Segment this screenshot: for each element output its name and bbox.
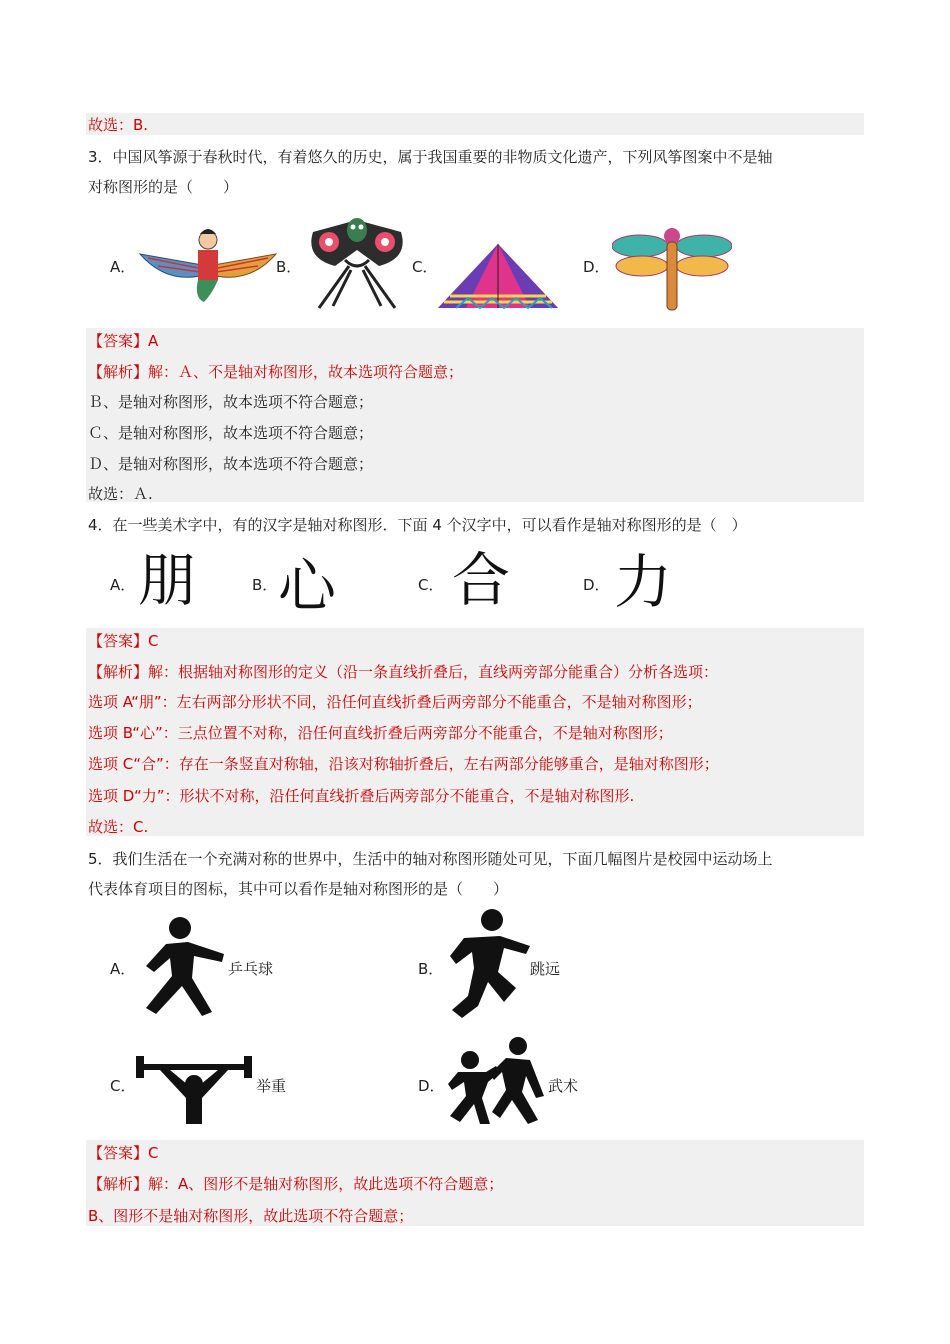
q5-analysis-0 bbox=[88, 1174, 503, 1194]
weightlifting-icon bbox=[134, 1054, 254, 1126]
q5-analysis-1: B、图形不是轴对称图形，故此选项不符合题意； bbox=[88, 1207, 414, 1225]
q5-option-c: C． bbox=[110, 1077, 136, 1095]
q4-line1: 4．在一些美术字中，有的汉字是轴对称图形．下面 4 个汉字中，可以看作是轴对称图形的是（ ） bbox=[88, 516, 747, 534]
q3-option-d: D． bbox=[583, 258, 610, 276]
kite-a-figure bbox=[138, 226, 278, 306]
q5-label-c: 举重 bbox=[256, 1077, 287, 1095]
q4-analysis-0: 【解析】解：根据轴对称图形的定义（沿一条直线折叠后，直线两旁部分能重合）分析各选项： bbox=[88, 663, 719, 681]
table-tennis-icon bbox=[136, 914, 232, 1018]
q5-option-a: A． bbox=[110, 960, 136, 978]
q4-analysis-1: 选项 A“朋”：左右两部分形状不同，沿任何直线折叠后两旁部分不能重合，不是轴对称图形； bbox=[88, 693, 702, 711]
q4-char-a: 朋 bbox=[138, 546, 197, 614]
q4-analysis-5: 故选：C. bbox=[88, 818, 149, 836]
q4-char-c: 合 bbox=[452, 546, 511, 614]
q3-analysis-text-0: 【解析】解：Ａ、不是轴对称图形，故本选项符合题意； bbox=[88, 363, 464, 381]
q4-option-c: C． bbox=[418, 576, 444, 594]
q4-option-b: B． bbox=[252, 576, 278, 594]
q3-answer-block bbox=[86, 328, 864, 502]
q5-option-d: D． bbox=[418, 1077, 445, 1095]
q3-analysis-0 bbox=[88, 362, 463, 382]
q5-analysis-text-0: 【解析】解：A、图形不是轴对称图形，故此选项不符合题意； bbox=[88, 1175, 504, 1193]
q4-analysis-4: 选项 D“力”：形状不对称，沿任何直线折叠后两旁部分不能重合，不是轴对称图形. bbox=[88, 787, 635, 805]
kite-d-figure bbox=[612, 222, 732, 312]
answer-block-top bbox=[86, 113, 864, 135]
q5-option-b: B． bbox=[418, 960, 444, 978]
q5-line2: 代表体育项目的图标，其中可以看作是轴对称图形的是（ ） bbox=[88, 880, 509, 898]
q5-label-b: 跳远 bbox=[530, 960, 561, 978]
q3-option-a: A． bbox=[110, 258, 136, 276]
martial-arts-icon bbox=[446, 1036, 546, 1126]
q3-line1: 3．中国风筝源于春秋时代，有着悠久的历史，属于我国重要的非物质文化遗产，下列风筝图案中不是轴 bbox=[88, 148, 773, 166]
q4-answer: 【答案】C bbox=[88, 632, 159, 650]
q3-answer: 【答案】A bbox=[88, 332, 159, 350]
q3-line2: 对称图形的是（ ） bbox=[88, 178, 239, 196]
q3-analysis-1: Ｂ、是轴对称图形，故本选项不符合题意； bbox=[88, 393, 374, 411]
q3-option-b: B． bbox=[276, 258, 302, 276]
q4-char-b: 心 bbox=[278, 552, 337, 620]
q3-option-c: C． bbox=[412, 258, 438, 276]
q5-answer: 【答案】C bbox=[88, 1144, 159, 1162]
q3-analysis-4: 故选：Ａ. bbox=[88, 485, 153, 503]
kite-c-figure bbox=[436, 240, 560, 310]
long-jump-icon bbox=[444, 906, 532, 1020]
q5-line1: 5．我们生活在一个充满对称的世界中，生活中的轴对称图形随处可见，下面几幅图片是校园中运动场上 bbox=[88, 850, 773, 868]
q5-label-a: 乒乓球 bbox=[228, 960, 274, 978]
q3-analysis-2: Ｃ、是轴对称图形，故本选项不符合题意； bbox=[88, 424, 374, 442]
q5-label-d: 武术 bbox=[548, 1077, 579, 1095]
kite-b-figure bbox=[305, 210, 409, 310]
q3-analysis-3: Ｄ、是轴对称图形，故本选项不符合题意； bbox=[88, 455, 374, 473]
q4-option-d: D． bbox=[583, 576, 610, 594]
top-answer: 故选：B. bbox=[88, 116, 149, 134]
q4-option-a: A． bbox=[110, 576, 136, 594]
q4-char-d: 力 bbox=[614, 548, 673, 616]
q4-analysis-2: 选项 B“心”：三点位置不对称，沿任何直线折叠后两旁部分不能重合，不是轴对称图形； bbox=[88, 724, 673, 742]
q4-analysis-3: 选项 C“合”：存在一条竖直对称轴，沿该对称轴折叠后，左右两部分能够重合，是轴对称图形； bbox=[88, 755, 719, 773]
